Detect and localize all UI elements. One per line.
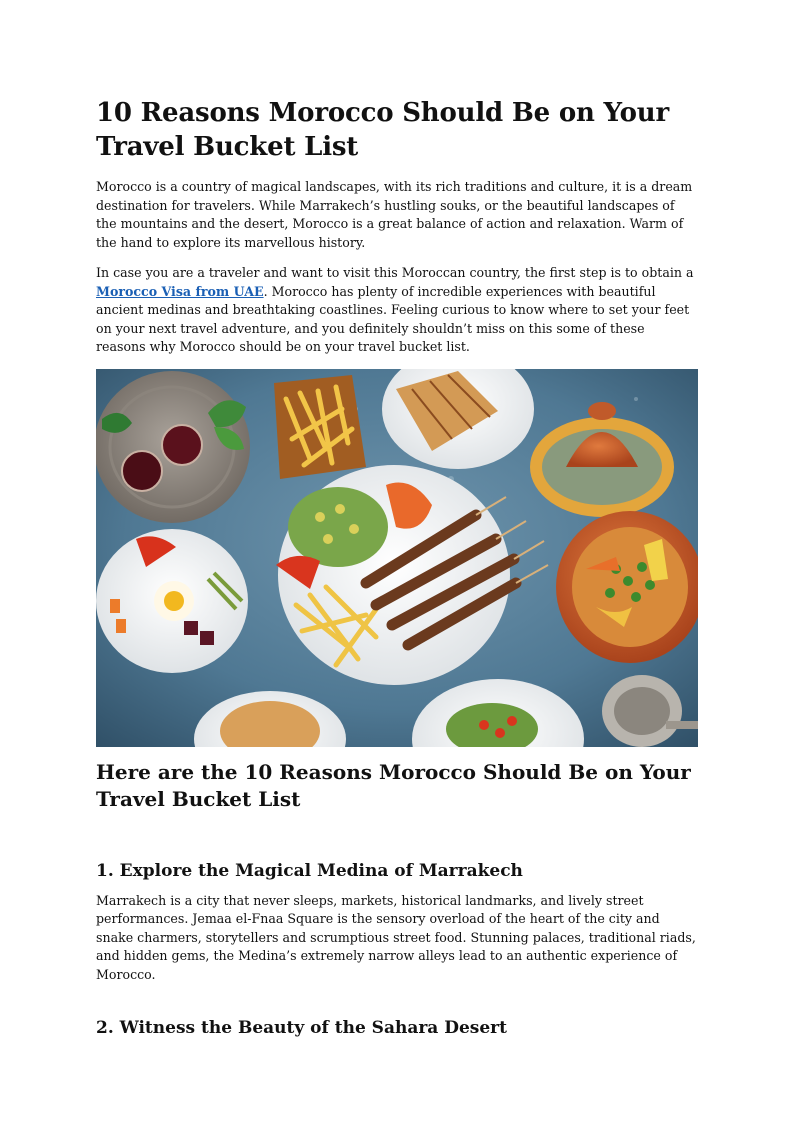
- section-2: [96, 1016, 698, 1040]
- morocco-visa-link[interactable]: Morocco Visa from UAE: [96, 283, 264, 299]
- food-spread-photo: [96, 369, 698, 747]
- visa-paragraph-lead: In case you are a traveler and want to visit this Moroccan country, the first step is to obtain a: [96, 265, 694, 280]
- section-1-heading: 1. Explore the Magical Medina of Marrakech: [96, 860, 523, 881]
- visa-paragraph-rest: . Morocco has plenty of incredible experiences with beautiful ancient medinas and breathtaking coastlines. Feeling curious to know where to set your feet on your next travel adventure, and you definitely shouldn’t miss on this some of these reasons why Morocco should be on your travel bucket list.: [96, 283, 690, 354]
- section-1: [96, 859, 698, 985]
- article: [96, 96, 698, 1040]
- section-1-body: Marrakech is a city that never sleeps, markets, historical landmarks, and lively street performances. Jemaa el-Fnaa Square is the sensory overload of the heart of the city and snake charmers, storytellers and scrumptious street food. Stunning palaces, traditional riads, and hidden gems, the Medina’s extremely narrow alleys lead to an authentic experience of Morocco.: [96, 892, 696, 982]
- reasons-subheading: Here are the 10 Reasons Morocco Should Be on Your Travel Bucket List: [96, 759, 691, 811]
- visa-paragraph: [96, 264, 698, 357]
- intro-paragraph: Morocco is a country of magical landscapes, with its rich traditions and culture, it is a dream destination for travelers. While Marrakech’s hustling souks, or the beautiful landscapes of the mountains and the desert, Morocco is a great balance of action and relaxation. Warm of the hand to explore its marvellous history.: [96, 179, 693, 250]
- article-title: 10 Reasons Morocco Should Be on Your Travel Bucket List: [96, 98, 669, 162]
- section-2-heading: 2. Witness the Beauty of the Sahara Desert: [96, 1018, 507, 1038]
